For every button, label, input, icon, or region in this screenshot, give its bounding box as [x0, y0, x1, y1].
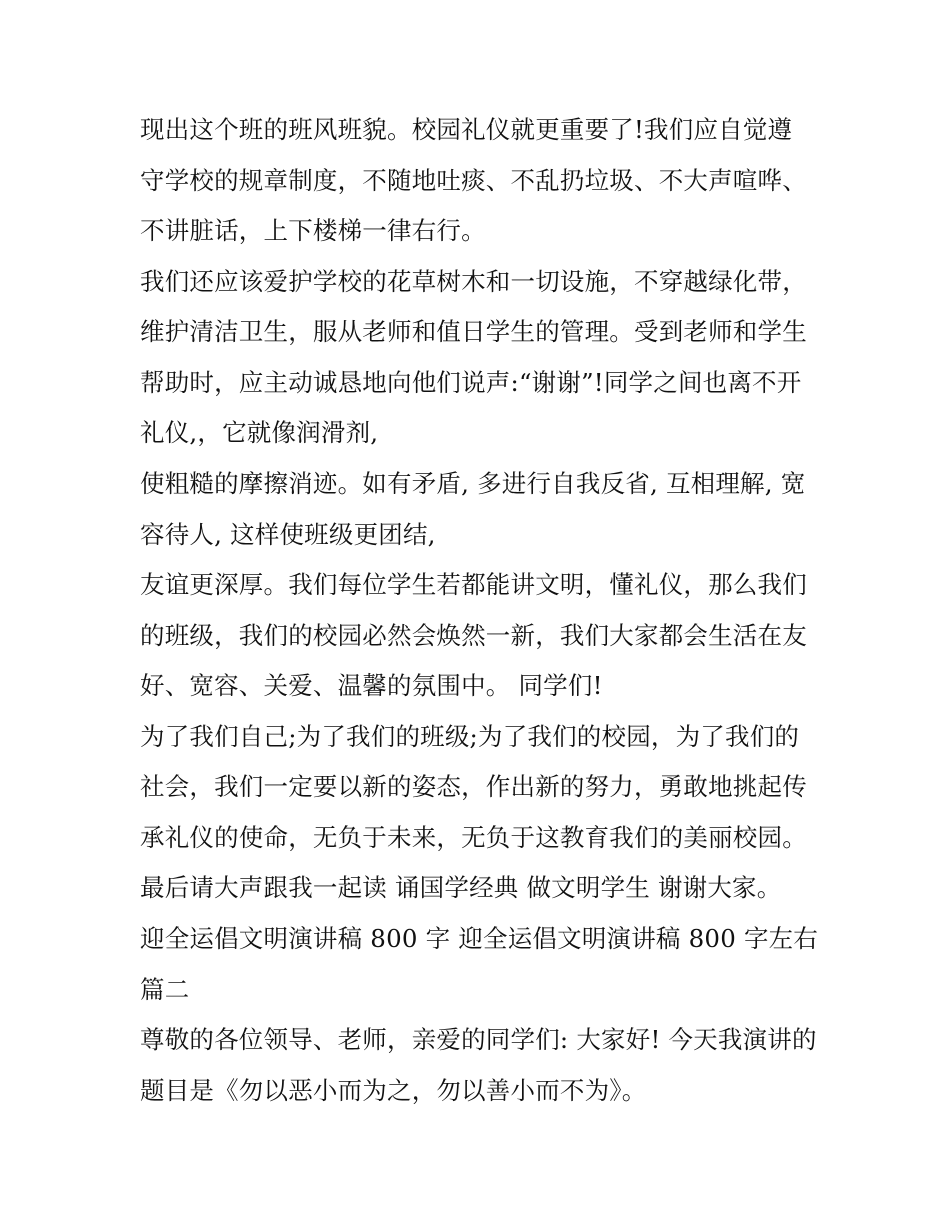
text-line: 守学校的规章制度，不随地吐痰、不乱扔垃圾、不大声喧哗、: [140, 166, 807, 195]
text-line: 容待人, 这样使班级更团结,: [140, 520, 436, 549]
text-line: 为了我们自己;为了我们的班级;为了我们的校园，为了我们的: [140, 722, 800, 751]
text-line: 好、宽容、关爱、温馨的氛围中。 同学们!: [140, 671, 603, 700]
text-line: 帮助时，应主动诚恳地向他们说声:“谢谢”!同学之间也离不开: [140, 368, 802, 397]
text-line: 题目是《勿以恶小而为之，勿以善小而不为》。: [140, 1076, 647, 1105]
text-line: 的班级，我们的校园必然会焕然一新，我们大家都会生活在友: [140, 621, 807, 650]
text-line: 维护清洁卫生，服从老师和值日学生的管理。受到老师和学生: [140, 317, 807, 346]
text-line: 礼仪,，它就像润滑剂,: [140, 418, 379, 447]
text-line: 不讲脏话，上下楼梯一律右行。: [140, 216, 486, 245]
text-line: 使粗糙的摩擦消迹。如有矛盾, 多进行自我反省, 互相理解, 宽: [140, 469, 806, 498]
text-line: 我们还应该爱护学校的花草树木和一切设施，不穿越绿化带，: [140, 267, 807, 296]
text-line: 友谊更深厚。我们每位学生若都能讲文明，懂礼仪，那么我们: [140, 570, 807, 599]
text-line: 承礼仪的使命，无负于未来，无负于这教育我们的美丽校园。: [140, 823, 807, 852]
text-line: 尊敬的各位领导、老师，亲爱的同学们: 大家好! 今天我演讲的: [140, 1025, 817, 1054]
text-line: 最后请大声跟我一起读 诵国学经典 做文明学生 谢谢大家。: [140, 873, 782, 902]
text-line: 社会，我们一定要以新的姿态，作出新的努力，勇敢地挑起传: [140, 772, 807, 801]
text-line: 迎全运倡文明演讲稿 800 字 迎全运倡文明演讲稿 800 字左右: [140, 924, 819, 953]
text-line: 篇二: [140, 975, 190, 1004]
text-line: 现出这个班的班风班貌。校园礼仪就更重要了!我们应自觉遵: [140, 115, 793, 144]
